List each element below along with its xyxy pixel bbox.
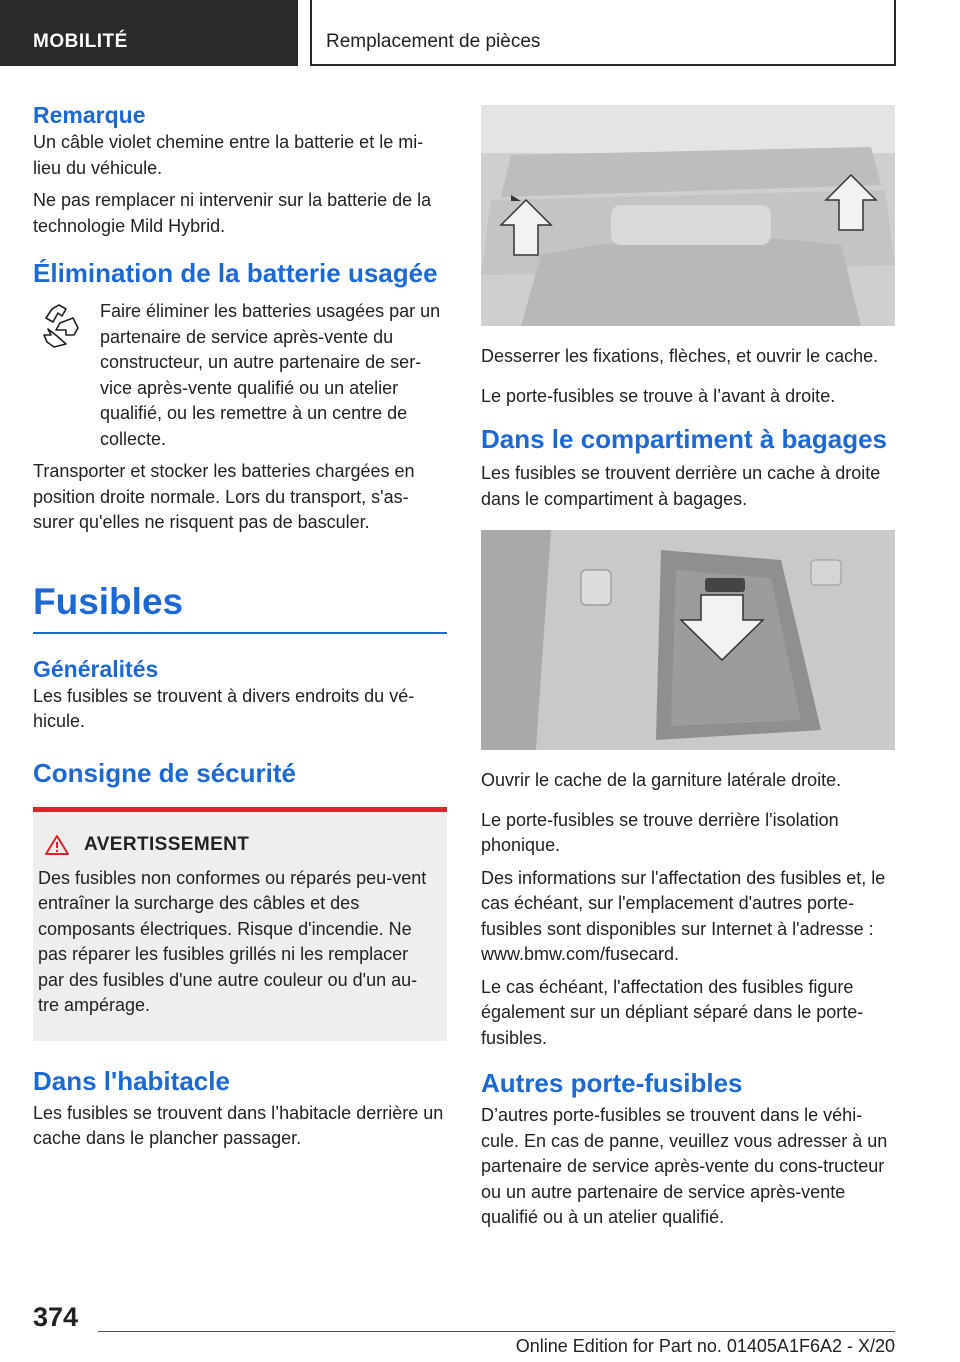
fusibles-heading: Fusibles [33, 580, 184, 622]
bagages-heading: Dans le compartiment à bagages [481, 424, 888, 454]
habitacle-text: Les fusibles se trouvent dans l’habitacle derrière un cache dans le plancher passager. [33, 1102, 444, 1148]
warning-box [33, 807, 447, 1041]
left-column [33, 100, 447, 1159]
page-header [0, 0, 960, 66]
remarque-text-2: Ne pas remplacer ni intervenir sur la batterie de la technologie Mild Hybrid. [33, 190, 432, 236]
autres-text: D’autres porte-fusibles se trouvent dans le véhi-cule. En cas de panne, veuillez vous adresser à un partenaire de service après-vente du cons-tructeur ou un autre partenaire de service après-vente qualifié ou à un atelier qualifié. [481, 1105, 888, 1227]
infos-text: Des informations sur l'affectation des fusibles et, le cas échéant, sur l'emplacement d'autres porte-fusibles sont disponibles sur Internet à l'adresse : www.bmw.com/fusecard. [481, 867, 886, 964]
habitacle-heading: Dans l'habitacle [33, 1065, 230, 1096]
warning-triangle-icon [44, 834, 70, 856]
elimination-block [33, 299, 447, 452]
generalites-text: Les fusibles se trouvent à divers endroits du vé-hicule. [33, 685, 415, 731]
edition-text: Online Edition for Part no. 01405A1F6A2 - X/20 [515, 1336, 895, 1356]
remarque-heading: Remarque [33, 102, 146, 128]
depliant-text: Le cas échéant, l'affectation des fusibles figure également sur un dépliant séparé dans le porte-fusibles. [481, 976, 864, 1048]
warning-title [44, 834, 437, 856]
bagages-text: Les fusibles se trouvent derrière un cache à droite dans le compartiment à bagages. [481, 463, 881, 509]
warning-text: Des fusibles non conformes ou réparés peu-vent entraîner la surcharge des câbles et des composants électriques. Risque d'incendie. Ne pas réparer les fusibles grillés ni les remplacer par des fusibles d'une autre couleur ou d'un au-tre ampérage. [38, 867, 427, 1015]
page-number: 374 [33, 1302, 79, 1332]
elimination-text-1: Faire éliminer les batteries usagées par un partenaire de service après-vente du constructeur, un autre partenaire de ser-vice après-vente qualifié ou un atelier qualifié, ou les remettre à un centre de collecte. [100, 301, 441, 449]
fusibles-rule [33, 632, 447, 634]
isolation-text: Le porte-fusibles se trouve derrière l'isolation phonique. [481, 809, 839, 855]
right-column [481, 105, 895, 1238]
recycle-icon [33, 301, 85, 353]
section-title: MOBILITÉ [0, 0, 298, 66]
generalites-heading: Généralités [33, 655, 159, 682]
warning-label: AVERTISSEMENT [84, 833, 250, 855]
photo1-caption: Desserrer les fixations, flèches, et ouvrir le cache. [481, 346, 879, 366]
autres-heading: Autres porte-fusibles [481, 1068, 743, 1098]
trunk-photo [481, 530, 895, 750]
consigne-heading: Consigne de sécurité [33, 757, 296, 788]
remarque-text-1: Un câble violet chemine entre la batterie et le mi-lieu du véhicule. [33, 132, 424, 178]
chapter-title: Remplacement de pièces [310, 0, 896, 66]
elimination-text-2: Transporter et stocker les batteries chargées en position droite normale. Lors du transport, s'as-surer qu'elles ne risquent pas de basculer. [33, 461, 415, 532]
glovebox-photo [481, 105, 895, 326]
elimination-heading: Élimination de la batterie usagée [33, 258, 438, 288]
avant-text: Le porte-fusibles se trouve à l’avant à droite. [481, 385, 836, 406]
footer-rule [98, 1331, 895, 1332]
photo2-caption: Ouvrir le cache de la garniture latérale droite. [481, 770, 842, 790]
